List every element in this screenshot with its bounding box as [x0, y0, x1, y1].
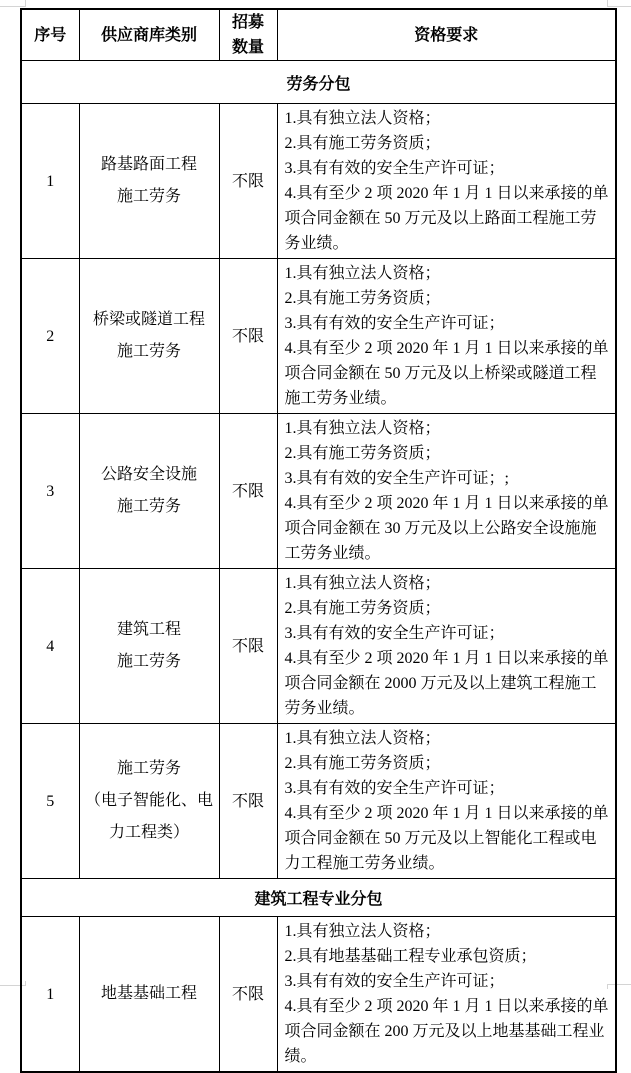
requirement-item: 2.具有施工劳务资质； [284, 755, 441, 772]
requirements-cell [277, 104, 616, 259]
category-cell [79, 917, 219, 1073]
header-qualification-requirements: 资格要求 [277, 9, 616, 61]
table-header-row [21, 9, 616, 61]
requirement-item: 1.具有独立法人资格； [284, 730, 441, 747]
header-recruitment-quantity [219, 9, 277, 61]
requirements-cell [277, 917, 616, 1073]
category-line: 力工程类） [108, 824, 189, 841]
table-row [21, 917, 616, 1073]
quantity-cell: 不限 [219, 259, 277, 414]
requirements-cell [277, 259, 616, 414]
header-quantity-line: 招募 [231, 14, 264, 31]
requirement-item: 4.具有至少 2 项 2020 年 1 月 1 日以来承接的单项合同金额在 2000 万元及以上建筑工程施工劳务业绩。 [284, 650, 609, 717]
quantity-cell: 不限 [219, 724, 277, 879]
table-row [21, 414, 616, 569]
serial-number-cell: 2 [21, 259, 79, 414]
quantity-cell: 不限 [219, 569, 277, 724]
requirement-item: 3.具有有效的安全生产许可证； [284, 973, 505, 990]
quantity-cell: 不限 [219, 414, 277, 569]
table-row [21, 569, 616, 724]
requirements-cell [277, 724, 616, 879]
page-corner-mark [25, 0, 26, 7]
table-row [21, 259, 616, 414]
requirement-item: 4.具有至少 2 项 2020 年 1 月 1 日以来承接的单项合同金额在 200 万元及以上地基基础工程业绩。 [284, 998, 609, 1065]
category-cell [79, 259, 219, 414]
requirement-item: 1.具有独立法人资格； [284, 265, 441, 282]
requirement-item: 1.具有独立法人资格； [284, 575, 441, 592]
serial-number-cell: 5 [21, 724, 79, 879]
requirement-item: 3.具有有效的安全生产许可证； [284, 160, 505, 177]
category-cell [79, 569, 219, 724]
category-line: （电子智能化、电 [84, 792, 213, 809]
category-line: 地基基础工程 [100, 985, 197, 1002]
requirement-item: 1.具有独立法人资格； [284, 110, 441, 127]
requirement-item: 2.具有施工劳务资质； [284, 135, 441, 152]
header-quantity-line: 数量 [231, 39, 264, 56]
requirement-item: 3.具有有效的安全生产许可证； [284, 625, 505, 642]
table-row [21, 104, 616, 259]
category-line: 路基路面工程 [100, 156, 197, 173]
serial-number-cell: 4 [21, 569, 79, 724]
requirement-item: 3.具有有效的安全生产许可证；; [284, 470, 509, 487]
requirement-item: 3.具有有效的安全生产许可证； [284, 780, 505, 797]
quantity-cell: 不限 [219, 917, 277, 1073]
requirement-item: 4.具有至少 2 项 2020 年 1 月 1 日以来承接的单项合同金额在 30 万元及以上公路安全设施施工劳务业绩。 [284, 495, 609, 562]
requirement-item: 4.具有至少 2 项 2020 年 1 月 1 日以来承接的单项合同金额在 50 万元及以上路面工程施工劳务业绩。 [284, 185, 609, 252]
section-row [21, 61, 616, 104]
quantity-cell: 不限 [219, 104, 277, 259]
table-row [21, 724, 616, 879]
requirement-item: 2.具有施工劳务资质； [284, 445, 441, 462]
section-title-construction-professional-subcontracting: 建筑工程专业分包 [21, 879, 616, 917]
requirement-item: 2.具有施工劳务资质； [284, 600, 441, 617]
category-line: 公路安全设施 [100, 466, 197, 483]
requirement-item: 3.具有有效的安全生产许可证； [284, 315, 505, 332]
page-corner-mark [0, 6, 26, 7]
page-corner-mark [607, 6, 631, 7]
requirements-cell [277, 569, 616, 724]
header-serial-number: 序号 [21, 9, 79, 61]
requirement-item: 1.具有独立法人资格； [284, 420, 441, 437]
category-cell [79, 104, 219, 259]
category-line: 施工劳务 [116, 498, 181, 515]
serial-number-cell: 1 [21, 104, 79, 259]
section-row [21, 879, 616, 917]
category-cell [79, 724, 219, 879]
category-line: 施工劳务 [116, 653, 181, 670]
section-title-labor-subcontracting: 劳务分包 [21, 61, 616, 104]
category-line: 施工劳务 [116, 343, 181, 360]
requirement-item: 4.具有至少 2 项 2020 年 1 月 1 日以来承接的单项合同金额在 50 万元及以上智能化工程或电力工程施工劳务业绩。 [284, 805, 609, 872]
serial-number-cell: 1 [21, 917, 79, 1073]
category-line: 施工劳务 [116, 188, 181, 205]
category-line: 施工劳务 [116, 760, 181, 777]
page-corner-mark [607, 0, 608, 7]
category-cell [79, 414, 219, 569]
requirement-item: 4.具有至少 2 项 2020 年 1 月 1 日以来承接的单项合同金额在 50 万元及以上桥梁或隧道工程施工劳务业绩。 [284, 340, 609, 407]
requirement-item: 2.具有地基基础工程专业承包资质； [284, 948, 537, 965]
requirement-item: 2.具有施工劳务资质； [284, 290, 441, 307]
requirements-cell [277, 414, 616, 569]
category-line: 桥梁或隧道工程 [92, 311, 205, 328]
supplier-recruitment-table [20, 8, 617, 1073]
requirement-item: 1.具有独立法人资格； [284, 923, 441, 940]
category-line: 建筑工程 [116, 621, 181, 638]
serial-number-cell: 3 [21, 414, 79, 569]
header-supplier-category: 供应商库类别 [79, 9, 219, 61]
